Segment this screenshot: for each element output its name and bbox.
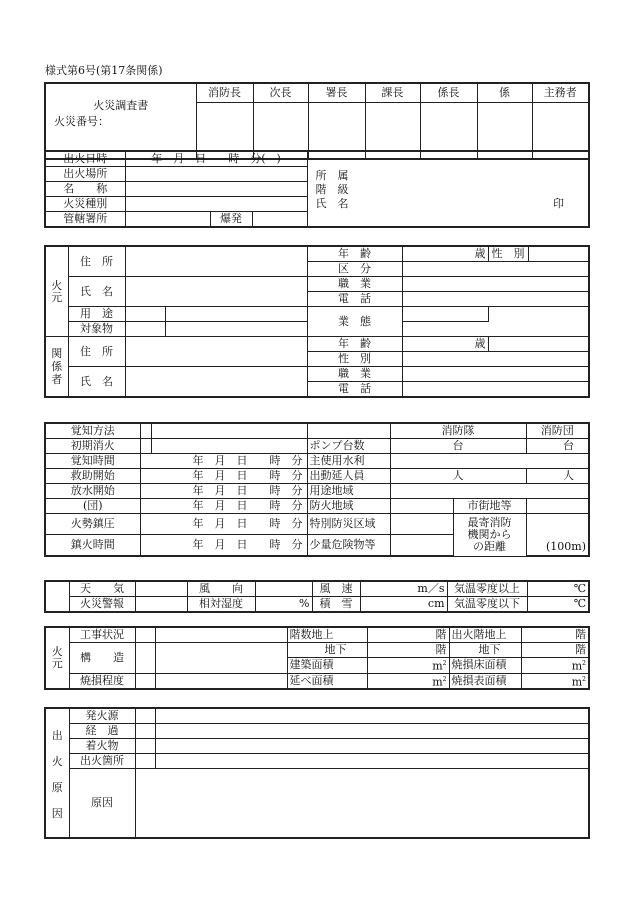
origin-category-label: 区 分 bbox=[307, 262, 402, 277]
related-address-field[interactable] bbox=[125, 337, 307, 367]
outbreak-date-field[interactable]: 年 月 日 時 分( ) bbox=[125, 151, 307, 167]
related-age-unit: 歳 bbox=[402, 337, 488, 352]
related-address-label: 住 所 bbox=[68, 337, 125, 367]
ignited-material-label: 着火物 bbox=[69, 739, 135, 754]
burned-floor-area-field[interactable]: $m^2$ bbox=[521, 658, 589, 674]
underground-label: 地下 bbox=[287, 643, 367, 658]
report-title: 火災調査書 bbox=[93, 99, 149, 112]
weather-side-blank bbox=[45, 581, 69, 612]
humidity-label: 相対湿度 bbox=[187, 597, 255, 613]
origin-job-label: 職 業 bbox=[307, 277, 402, 292]
burned-surface-area-label: 焼損表面積 bbox=[449, 673, 521, 689]
report-title-cell bbox=[45, 83, 196, 159]
burn-degree-code[interactable] bbox=[135, 673, 155, 689]
wind-direction-label: 風 向 bbox=[187, 581, 255, 597]
origin-underground-label: 地下 bbox=[449, 643, 521, 658]
response-row-label: 覚知時間 bbox=[45, 454, 140, 469]
approval-header-unit-chief: 係長 bbox=[420, 83, 477, 102]
ignited-material-code[interactable] bbox=[135, 739, 155, 754]
fire-place-label: 出火場所 bbox=[45, 167, 125, 182]
special-zone-label: 特別防災区域 bbox=[307, 514, 390, 535]
cause-field[interactable] bbox=[135, 769, 589, 839]
weather-table bbox=[44, 580, 590, 613]
zone-field[interactable] bbox=[390, 484, 589, 499]
structure-code[interactable] bbox=[135, 643, 155, 674]
origin-name-field[interactable] bbox=[125, 277, 307, 307]
origin-business-label: 業 態 bbox=[307, 307, 402, 337]
origin-sex-field[interactable] bbox=[528, 246, 589, 262]
temp-below-label: 気温零度以下 bbox=[447, 597, 527, 613]
fire-place-field[interactable] bbox=[125, 167, 307, 182]
origin-age-label: 年 齢 bbox=[307, 246, 402, 262]
pump-count-corps[interactable]: 台 bbox=[390, 439, 526, 454]
origin-use-field[interactable] bbox=[165, 307, 307, 322]
rank-label: 階 級 bbox=[315, 183, 349, 196]
origin-phone-field[interactable] bbox=[402, 292, 589, 307]
outbreak-date-label: 出火日時 bbox=[45, 151, 125, 167]
origin-category-field[interactable] bbox=[402, 262, 589, 277]
total-area-field[interactable]: $m^2$ bbox=[367, 673, 449, 689]
detection-method-code[interactable] bbox=[140, 423, 151, 439]
related-age-field[interactable] bbox=[488, 337, 589, 352]
initial-extinguish-code[interactable] bbox=[140, 439, 151, 454]
origin-floor-field[interactable]: 階 bbox=[521, 627, 589, 643]
jurisdiction-field[interactable] bbox=[125, 212, 210, 228]
name-label: 名 称 bbox=[45, 182, 125, 197]
floors-above-field[interactable]: 階 bbox=[367, 627, 449, 643]
cause-label: 原因 bbox=[69, 769, 135, 839]
response-row-label: 覚知方法 bbox=[45, 423, 140, 439]
origin-age-unit: 歳 bbox=[402, 246, 488, 262]
origin-business-field[interactable] bbox=[488, 307, 589, 322]
approval-header-fire-chief: 消防長 bbox=[196, 83, 253, 102]
related-job-label: 職 業 bbox=[307, 367, 402, 382]
wind-speed-field[interactable]: m／s bbox=[360, 581, 447, 597]
origin-use-label: 用 途 bbox=[68, 307, 125, 322]
fire-warning-label: 火災警報 bbox=[69, 597, 135, 613]
origin-name-label: 氏 名 bbox=[68, 277, 125, 307]
underground-field[interactable]: 階 bbox=[367, 643, 449, 658]
burn-degree-field[interactable] bbox=[155, 673, 287, 689]
initial-extinguish-field[interactable] bbox=[151, 439, 307, 454]
construction-status-label: 工事状況 bbox=[69, 627, 135, 643]
structure-table bbox=[44, 626, 590, 690]
structure-side-label: 火 元 bbox=[45, 627, 69, 689]
staff-count-corps[interactable]: 人 bbox=[390, 469, 526, 484]
form-number-caption: 様式第6号(第17条関係) bbox=[45, 64, 163, 77]
origin-address-label: 住 所 bbox=[68, 246, 125, 277]
pump-count-label: ポンプ台数 bbox=[307, 439, 390, 454]
explosion-label: 爆発 bbox=[210, 212, 252, 228]
water-source-label: 主使用水利 bbox=[307, 454, 390, 469]
response-row-label: (団) bbox=[45, 499, 140, 514]
origin-business-blank bbox=[488, 322, 589, 337]
investigator-cell bbox=[307, 151, 589, 227]
snow-field[interactable]: cm bbox=[360, 597, 447, 613]
temp-above-field[interactable]: ℃ bbox=[527, 581, 589, 597]
weather-field[interactable] bbox=[135, 581, 187, 597]
fire-kind-field[interactable] bbox=[125, 197, 307, 212]
response-table bbox=[44, 422, 590, 557]
burned-floor-area-label: 焼損床面積 bbox=[449, 658, 521, 674]
temp-below-field[interactable]: ℃ bbox=[527, 597, 589, 613]
outbreak-overview-table bbox=[44, 150, 590, 228]
origin-side-label: 火 元 bbox=[45, 246, 68, 337]
response-row-label: 鎮火時間 bbox=[45, 535, 140, 557]
structure-field[interactable] bbox=[155, 643, 287, 674]
rescue-start-field[interactable]: 年 月 日 時 分 bbox=[140, 469, 307, 484]
ignition-source-code[interactable] bbox=[135, 708, 155, 724]
seal-label: 印 bbox=[553, 197, 565, 210]
related-side-label: 関 係 者 bbox=[45, 337, 68, 398]
fire-zone-label: 防火地域 bbox=[307, 499, 390, 514]
related-sex-field[interactable] bbox=[402, 352, 589, 367]
approval-header-officer: 主務者 bbox=[532, 83, 589, 102]
origin-target-code[interactable] bbox=[125, 322, 165, 337]
approval-header-section-chief: 課長 bbox=[365, 83, 420, 102]
origin-target-field[interactable] bbox=[165, 322, 307, 337]
ignition-source-label: 発火源 bbox=[69, 708, 135, 724]
related-sex-label: 性 別 bbox=[307, 352, 402, 367]
ignited-material-field[interactable] bbox=[155, 739, 589, 754]
urban-field[interactable] bbox=[526, 499, 589, 514]
origin-floor-label: 出火階地上 bbox=[449, 627, 521, 643]
wind-direction-field[interactable] bbox=[255, 581, 312, 597]
origin-person-table bbox=[44, 245, 590, 398]
origin-business-code[interactable] bbox=[402, 307, 488, 322]
approval-table bbox=[44, 82, 590, 160]
detection-method-field[interactable] bbox=[151, 423, 307, 439]
water-start-field[interactable]: 年 月 日 時 分 bbox=[140, 484, 307, 499]
process-code[interactable] bbox=[135, 724, 155, 739]
origin-target-label: 対象物 bbox=[68, 322, 125, 337]
related-name-field[interactable] bbox=[125, 367, 307, 398]
structure-label: 構 造 bbox=[69, 643, 135, 674]
nearest-station-label: 最寄消防機関からの距離 bbox=[453, 514, 526, 557]
construction-status-field[interactable] bbox=[155, 627, 287, 643]
cause-table bbox=[44, 707, 590, 839]
hazmat-label: 少量危険物等 bbox=[307, 535, 390, 557]
temp-above-label: 気温零度以上 bbox=[447, 581, 527, 597]
staff-count-label: 出動延人員 bbox=[307, 469, 390, 484]
approval-header-deputy: 次長 bbox=[253, 83, 308, 102]
floors-above-label: 階数地上 bbox=[287, 627, 367, 643]
building-area-field[interactable]: $m^2$ bbox=[367, 658, 449, 674]
related-phone-field[interactable] bbox=[402, 382, 589, 398]
burn-degree-label: 焼損程度 bbox=[69, 673, 135, 689]
extinguished-time-field[interactable]: 年 月 日 時 分 bbox=[140, 535, 307, 557]
related-job-field[interactable] bbox=[402, 367, 589, 382]
investigator-name-label: 氏 名 bbox=[315, 197, 349, 210]
origin-location-field[interactable] bbox=[155, 754, 589, 769]
urban-label: 市街地等 bbox=[453, 499, 526, 514]
origin-location-code[interactable] bbox=[135, 754, 155, 769]
weather-label: 天 気 bbox=[69, 581, 135, 597]
fire-number-label: 火災番号： bbox=[54, 115, 109, 128]
ignition-source-field[interactable] bbox=[155, 708, 589, 724]
origin-job-field[interactable] bbox=[402, 277, 589, 292]
distance-field[interactable]: (100m) bbox=[526, 514, 589, 557]
total-area-label: 延べ面積 bbox=[287, 673, 367, 689]
process-label: 経 過 bbox=[69, 724, 135, 739]
fire-zone-field[interactable] bbox=[390, 499, 453, 514]
zone-label: 用途地域 bbox=[307, 484, 390, 499]
hazmat-field[interactable] bbox=[390, 535, 453, 557]
cause-side-label: 出 火 原 因 bbox=[45, 708, 69, 838]
approval-header-station-chief: 署長 bbox=[308, 83, 365, 102]
water-source-field[interactable] bbox=[390, 454, 589, 469]
origin-phone-label: 電 話 bbox=[307, 292, 402, 307]
fire-warning-field[interactable] bbox=[135, 597, 187, 613]
origin-underground-field[interactable]: 階 bbox=[521, 643, 589, 658]
fire-suppression-field[interactable]: 年 月 日 時 分 bbox=[140, 514, 307, 535]
humidity-field[interactable]: % bbox=[255, 597, 312, 613]
affiliation-label: 所 属 bbox=[315, 169, 349, 182]
fire-brigade-label: 消防団 bbox=[526, 423, 589, 439]
origin-location-label: 出火箇所 bbox=[69, 754, 135, 769]
related-name-label: 氏 名 bbox=[68, 367, 125, 398]
construction-status-code[interactable] bbox=[135, 627, 155, 643]
fire-kind-label: 火災種別 bbox=[45, 197, 125, 212]
staff-count-brigade[interactable]: 人 bbox=[526, 469, 589, 484]
fire-corps-label: 消防隊 bbox=[390, 423, 526, 439]
response-blank bbox=[307, 423, 390, 439]
special-zone-field[interactable] bbox=[390, 514, 453, 535]
origin-business-blank bbox=[402, 322, 488, 337]
response-row-label: 救助開始 bbox=[45, 469, 140, 484]
detection-time-field[interactable]: 年 月 日 時 分 bbox=[140, 454, 307, 469]
explosion-field[interactable] bbox=[252, 212, 307, 228]
wind-speed-label: 風 速 bbox=[312, 581, 360, 597]
snow-label: 積 雪 bbox=[312, 597, 360, 613]
origin-use-code[interactable] bbox=[125, 307, 165, 322]
process-field[interactable] bbox=[155, 724, 589, 739]
burned-surface-area-field[interactable]: $m^2$ bbox=[521, 673, 589, 689]
building-area-label: 建築面積 bbox=[287, 658, 367, 674]
response-row-label: 初期消火 bbox=[45, 439, 140, 454]
brigade-water-start-field[interactable]: 年 月 日 時 分 bbox=[140, 499, 307, 514]
related-phone-label: 電 話 bbox=[307, 382, 402, 398]
jurisdiction-label: 管轄署所 bbox=[45, 212, 125, 228]
origin-address-field[interactable] bbox=[125, 246, 307, 277]
response-row-label: 放水開始 bbox=[45, 484, 140, 499]
pump-count-brigade[interactable]: 台 bbox=[526, 439, 589, 454]
name-field[interactable] bbox=[125, 182, 307, 197]
response-row-label: 火勢鎮圧 bbox=[45, 514, 140, 535]
related-age-label: 年 齢 bbox=[307, 337, 402, 352]
approval-header-staff: 係 bbox=[477, 83, 532, 102]
origin-sex-label: 性 別 bbox=[488, 246, 528, 262]
